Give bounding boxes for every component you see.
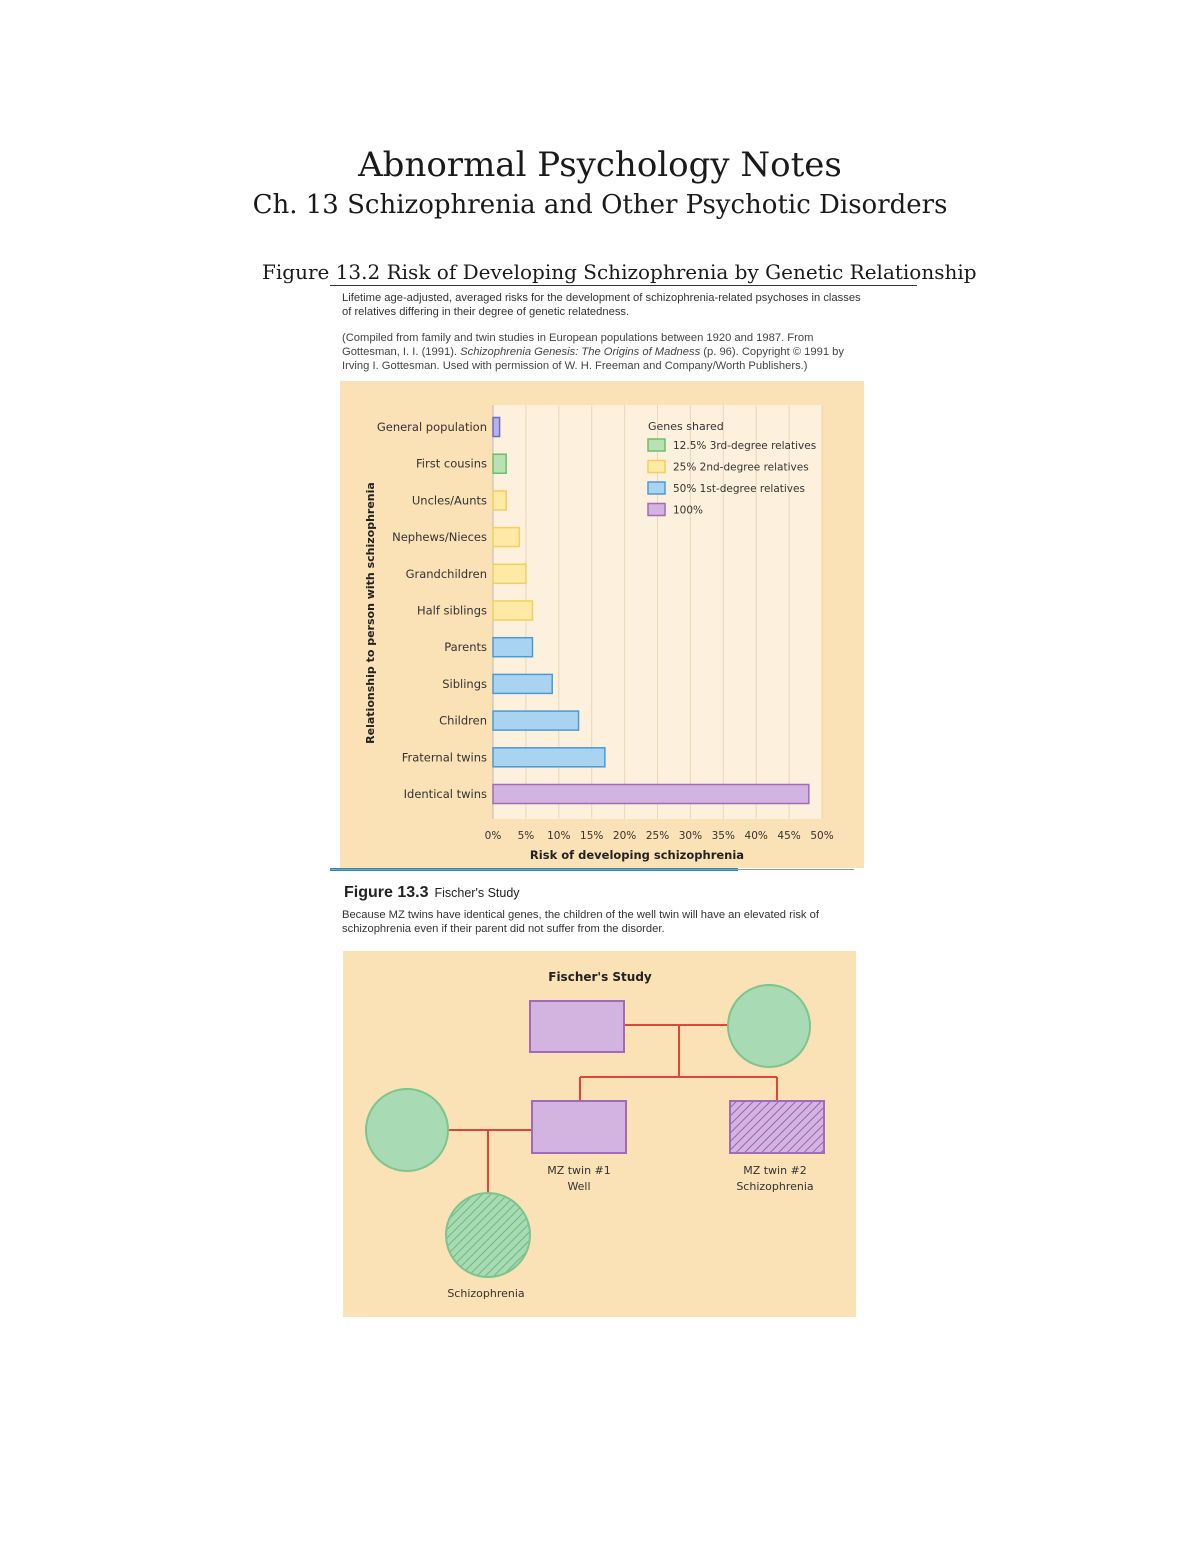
figure-13-3-heading	[344, 884, 520, 902]
y-axis-title: Relationship to person with schizophrenia	[364, 482, 377, 744]
category-label: Children	[439, 713, 487, 728]
fischer-pedigree-diagram	[343, 951, 856, 1317]
figure-13-3-label: Figure 13.3	[344, 884, 429, 901]
spouse-circle	[366, 1089, 448, 1171]
twin1-label-line2: Well	[567, 1180, 591, 1193]
source-book-title: Schizophrenia Genesis: The Origins of Madness	[460, 346, 701, 358]
risk-chart-panel	[340, 381, 864, 868]
grandmother-circle	[728, 985, 810, 1067]
x-tick-label: 40%	[744, 830, 768, 842]
diagram-title: Fischer's Study	[548, 970, 652, 984]
child-circle	[446, 1193, 530, 1277]
x-tick-label: 5%	[517, 830, 535, 842]
x-tick-label: 25%	[645, 830, 670, 842]
risk-bar-chart	[340, 381, 864, 868]
x-tick-label: 50%	[810, 830, 834, 842]
figure-13-3-caption: Because MZ twins have identical genes, the children of the well twin will have an elevated risk of schizophrenia even if their parent did not suffer from the disorder.	[342, 909, 819, 935]
grandfather-square	[530, 1001, 624, 1052]
figure-13-3-name: Fischer's Study	[434, 886, 520, 900]
category-label: Fraternal twins	[401, 750, 487, 765]
bar	[493, 564, 526, 583]
category-label: Half siblings	[416, 603, 487, 618]
category-label: Parents	[444, 640, 487, 655]
x-tick-label: 30%	[678, 830, 703, 842]
bar	[493, 601, 532, 620]
twin1-label-line1: MZ twin #1	[547, 1164, 611, 1177]
heading-underline	[330, 285, 917, 286]
x-tick-label: 45%	[777, 830, 801, 842]
source-text-post: (p. 96). Copyright © 1991 by Irving I. Gottesman. Used with permission of W. H. Freeman and Company/Worth Publishers.)	[342, 346, 844, 372]
bar	[493, 418, 500, 437]
category-labels	[377, 420, 487, 801]
figure-13-2-caption: Lifetime age-adjusted, averaged risks for the development of schizophrenia-related psychoses in classes of relatives differing in their degree of genetic relatedness.	[342, 292, 861, 318]
figure-13-2-heading-text: Figure 13.2 Risk of Developing Schizophrenia by Genetic Relationship	[262, 260, 977, 284]
page-title: Abnormal Psychology Notes	[358, 145, 842, 185]
figure-13-2-source	[342, 331, 862, 373]
x-tick-labels	[485, 830, 834, 842]
legend-label: 100%	[673, 504, 704, 517]
source-text-pre: (Compiled from family and twin studies in European populations between 1920 and 1987. From Gottesman, I. I. (1991).	[342, 332, 814, 358]
bar	[493, 748, 605, 767]
bar	[493, 491, 506, 510]
legend-swatch	[648, 482, 665, 494]
category-label: Nephews/Nieces	[392, 530, 487, 545]
x-tick-label: 35%	[711, 830, 735, 842]
x-tick-label: 0%	[484, 830, 502, 842]
category-label: General population	[376, 420, 487, 434]
x-tick-label: 20%	[612, 830, 637, 842]
category-label: Identical twins	[403, 787, 487, 801]
category-label: First cousins	[416, 456, 487, 471]
section-divider	[330, 869, 854, 870]
legend-title: Genes shared	[648, 420, 724, 433]
x-tick-label: 10%	[547, 830, 571, 842]
child-label: Schizophrenia	[447, 1287, 525, 1300]
category-label: Grandchildren	[405, 566, 487, 581]
legend-swatch	[648, 504, 665, 516]
x-tick-label: 15%	[580, 830, 604, 842]
figure-13-2-heading	[262, 260, 977, 284]
bar	[493, 711, 579, 730]
chapter-subtitle: Ch. 13 Schizophrenia and Other Psychotic Disorders	[252, 190, 948, 220]
legend-label: 12.5% 3rd-degree relatives	[673, 440, 817, 452]
category-label: Uncles/Aunts	[411, 493, 487, 508]
mz-twin-2-square	[730, 1101, 824, 1153]
fischer-study-panel	[343, 951, 856, 1317]
mz-twin-1-square	[532, 1101, 626, 1153]
legend-swatch	[648, 461, 665, 473]
x-axis-title: Risk of developing schizophrenia	[529, 848, 745, 862]
legend-label: 25% 2nd-degree relatives	[673, 461, 809, 474]
legend-label: 50% 1st-degree relatives	[673, 483, 805, 495]
legend-swatch	[648, 439, 665, 451]
bar	[493, 528, 519, 547]
bar	[493, 785, 809, 804]
twin2-label-line1: MZ twin #2	[743, 1164, 807, 1177]
bar	[493, 454, 506, 473]
bar	[493, 674, 552, 693]
bar	[493, 638, 532, 657]
twin2-label-line2: Schizophrenia	[736, 1180, 814, 1193]
category-label: Siblings	[442, 676, 487, 691]
